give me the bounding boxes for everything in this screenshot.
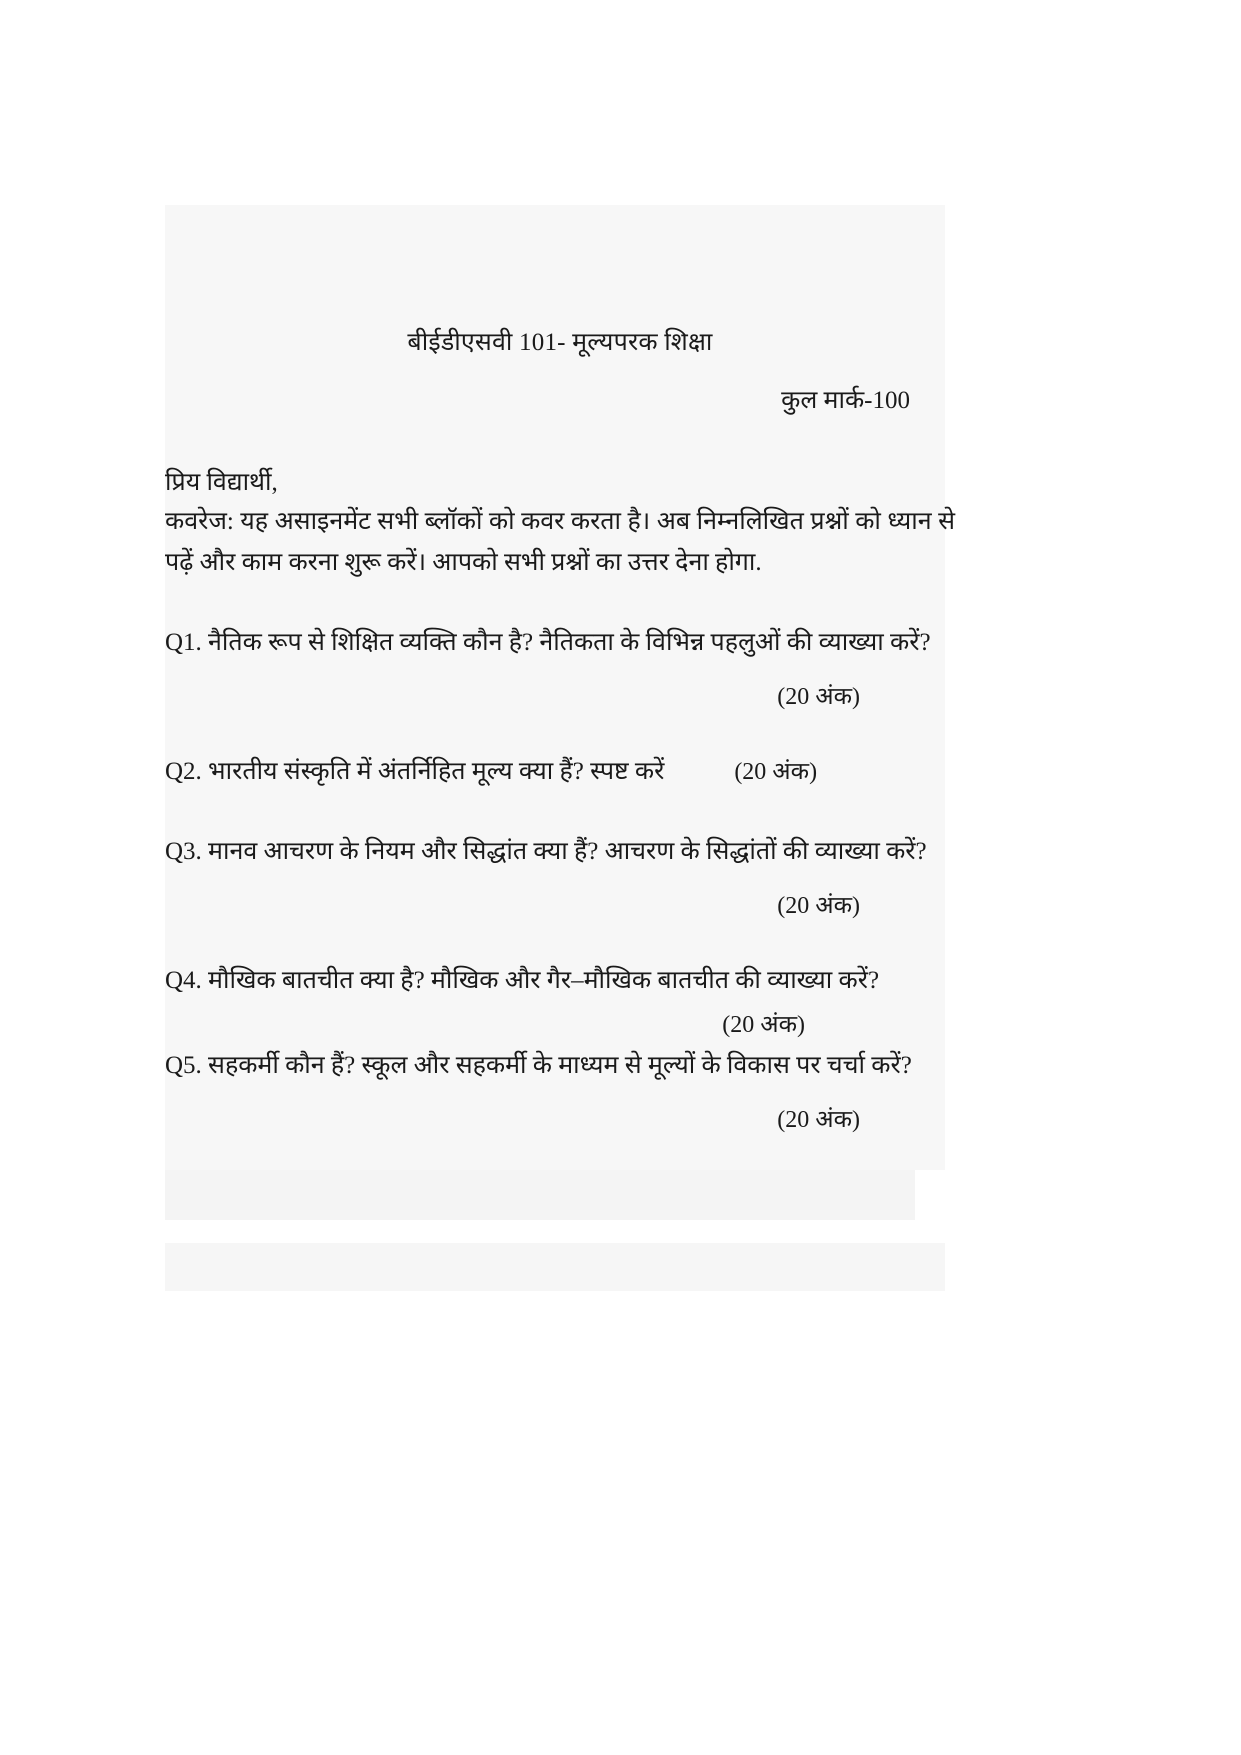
question-5-text: Q5. सहकर्मी कौन हैं? स्कूल और सहकर्मी के माध्यम से मूल्यों के विकास पर चर्चा करें? [165,1052,912,1079]
total-marks: कुल मार्क-100 [781,387,910,414]
question-1-marks: (20 अंक) [777,684,860,710]
question-4-marks: (20 अंक) [722,1012,805,1038]
scan-background-lower [165,1243,945,1291]
document-title: बीईडीएसवी 101- मूल्यपरक शिक्षा [407,329,713,356]
question-2 [165,752,955,792]
question-3-text: Q3. मानव आचरण के नियम और सिद्धांत क्या हैं? आचरण के सिद्धांतों की व्याख्या करें? [165,838,927,865]
question-4-text: Q4. मौखिक बातचीत क्या है? मौखिक और गैर–मौखिक बातचीत की व्याख्या करें? [165,967,880,994]
question-3 [165,832,955,921]
question-1 [165,623,955,712]
coverage-instructions: कवरेज: यह असाइनमेंट सभी ब्लॉकों को कवर करता है। अब निम्नलिखित प्रश्नों को ध्यान से पढ़ें और काम करना शुरू करें। आपको सभी प्रश्नों का उत्तर देना होगा. [165,508,955,576]
question-1-text: Q1. नैतिक रूप से शिक्षित व्यक्ति कौन है? नैतिकता के विभिन्न पहलुओं की व्याख्या करें? [165,629,931,656]
document-content [165,205,955,1135]
salutation: प्रिय विद्यार्थी, [165,469,278,496]
question-5-marks: (20 अंक) [777,1107,860,1133]
question-4 [165,961,955,1040]
question-2-marks: (20 अंक) [734,759,818,785]
question-5 [165,1046,955,1135]
question-2-text: Q2. भारतीय संस्कृति में अंतर्निहित मूल्य क्या हैं? स्पष्ट करें [165,758,665,785]
question-3-marks: (20 अंक) [777,893,860,919]
scan-background-middle [165,1170,915,1220]
